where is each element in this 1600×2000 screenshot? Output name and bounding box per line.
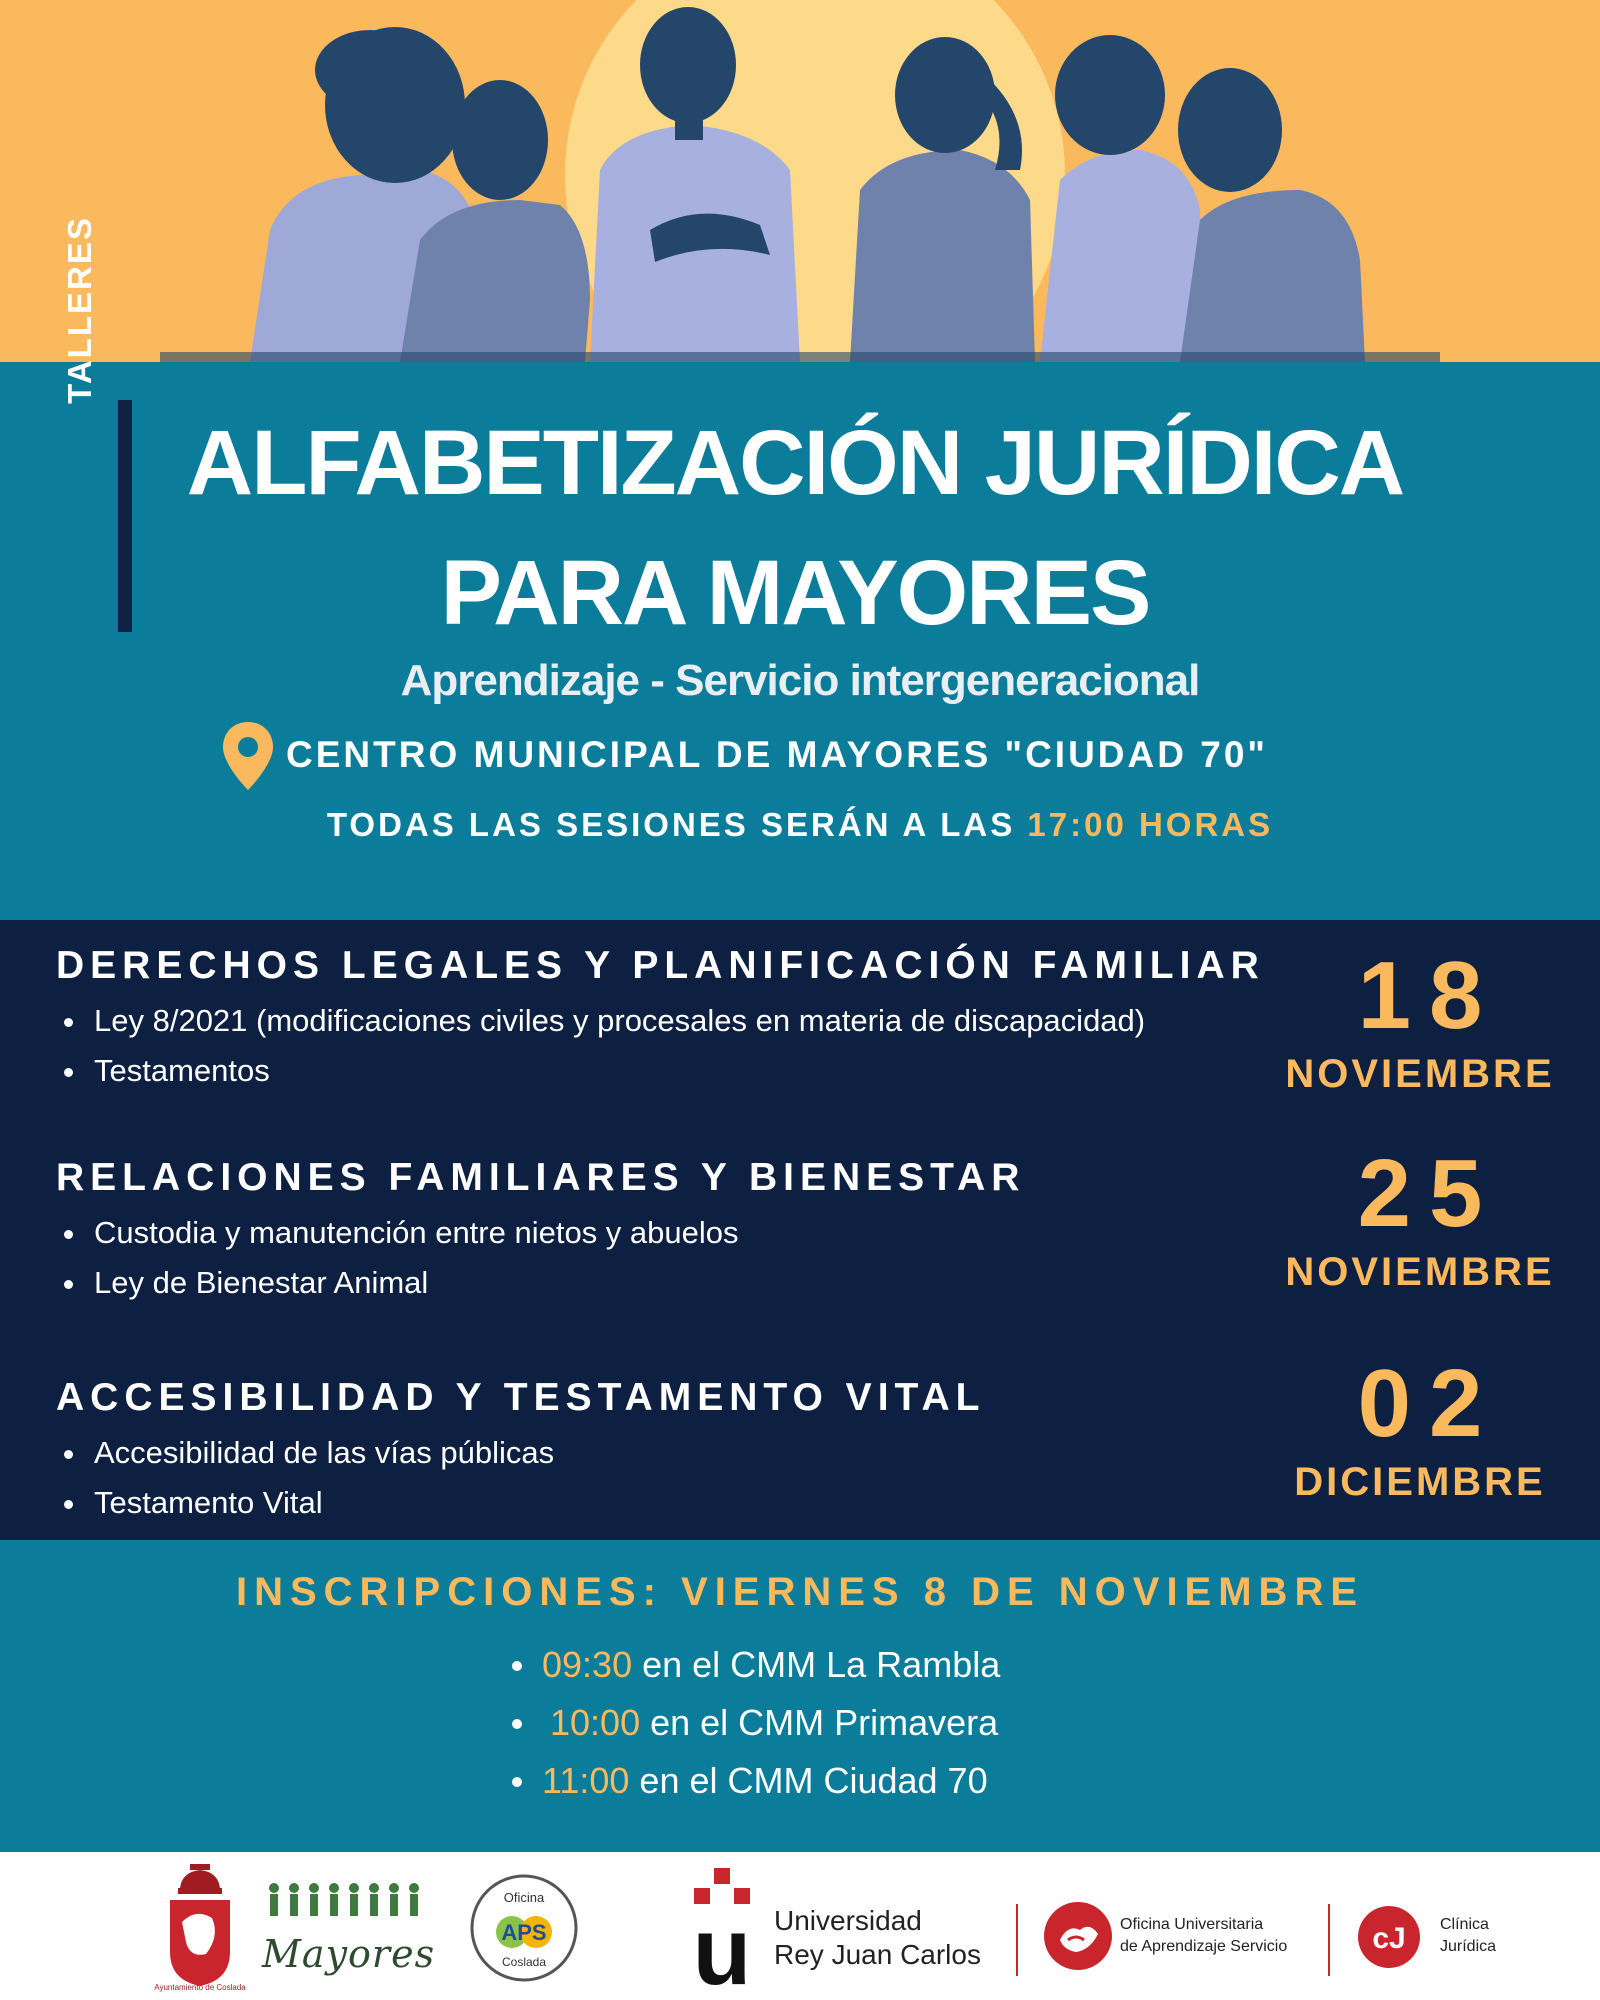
date-day: 18 xyxy=(1357,942,1501,1049)
workshop-topic: Ley 8/2021 (modificaciones civiles y procesales en materia de discapacidad) xyxy=(56,996,1556,1046)
person-4-body xyxy=(850,150,1035,362)
enrollment-slot xyxy=(508,1636,1000,1694)
svg-text:Ayuntamiento de Coslada: Ayuntamiento de Coslada xyxy=(154,1983,246,1992)
svg-text:cJ: cJ xyxy=(1372,1922,1406,1955)
urjc-crown-logo xyxy=(684,1866,760,2000)
workshop-topic: Custodia y manutención entre nietos y abuelos xyxy=(56,1208,1556,1258)
clinica-juridica-text xyxy=(1440,1914,1496,1958)
sessions-time-line xyxy=(0,806,1600,844)
hands-logo-icon xyxy=(1042,1900,1114,1972)
workshop-title: RELACIONES FAMILIARES Y BIENESTAR xyxy=(56,1156,1026,1199)
person-6-head xyxy=(1178,68,1282,192)
main-title xyxy=(140,398,1450,658)
sessions-time: 17:00 HORAS xyxy=(1027,806,1274,843)
date-month: DICIEMBRE xyxy=(1294,1460,1546,1504)
title-line-1: ALFABETIZACIÓN JURÍDICA xyxy=(186,412,1404,514)
clinica-line-2: Jurídica xyxy=(1440,1938,1497,1955)
oficina-line-2: de Aprendizaje Servicio xyxy=(1120,1938,1288,1955)
date-day: 02 xyxy=(1357,1350,1501,1457)
date-day: 25 xyxy=(1357,1140,1501,1247)
ayuntamiento-coslada-logo xyxy=(154,1862,246,1992)
workshop-topic: Testamento Vital xyxy=(56,1478,1556,1528)
svg-text:Coslada: Coslada xyxy=(501,1955,547,1969)
person-4-head xyxy=(895,37,995,153)
slot-place: en el CMM La Rambla xyxy=(632,1644,1001,1685)
urjc-name xyxy=(774,1904,981,1972)
slot-time: 09:30 xyxy=(542,1644,633,1685)
sessions-prefix: TODAS LAS SESIONES SERÁN A LAS xyxy=(326,806,1028,843)
date-month: NOVIEMBRE xyxy=(1285,1052,1555,1096)
mayores-people-icon xyxy=(262,1874,442,1934)
enrollment-section xyxy=(0,1540,1600,1852)
urjc-line-2: Rey Juan Carlos xyxy=(774,1939,981,1970)
workshop-title: DERECHOS LEGALES Y PLANIFICACIÓN FAMILIAR xyxy=(56,944,1265,987)
urjc-line-1: Universidad xyxy=(774,1905,922,1936)
location-pin-icon xyxy=(220,720,276,792)
enrollment-slots xyxy=(508,1636,1000,1810)
person-5-head xyxy=(1055,35,1165,155)
mayores-logo-text: Mayores xyxy=(262,1932,436,1976)
workshop-topic: Accesibilidad de las vías públicas xyxy=(56,1428,1556,1478)
enrollment-slot xyxy=(508,1752,1000,1810)
person-3-head xyxy=(640,7,736,123)
title-line-2: PARA MAYORES xyxy=(440,542,1150,644)
people-conversation-illustration xyxy=(0,0,1600,362)
clinica-line-1: Clínica xyxy=(1440,1916,1489,1933)
svg-text:APS: APS xyxy=(501,1920,547,1945)
person-6-body xyxy=(1180,190,1365,362)
workshop-title: ACCESIBILIDAD Y TESTAMENTO VITAL xyxy=(56,1376,986,1419)
slot-time: 11:00 xyxy=(542,1760,630,1801)
subtitle: Aprendizaje - Servicio intergeneracional xyxy=(400,656,1200,705)
workshop-1-date xyxy=(1250,942,1590,1098)
location-text: CENTRO MUNICIPAL DE MAYORES "CIUDAD 70" xyxy=(286,734,1268,775)
slot-place: en el CMM Primavera xyxy=(640,1702,999,1743)
slot-place: en el CMM Ciudad 70 xyxy=(629,1760,988,1801)
footer-divider xyxy=(1328,1904,1330,1976)
enrollment-slot xyxy=(508,1694,1000,1752)
workshop-topic: Ley de Bienestar Animal xyxy=(56,1258,1556,1308)
location-row xyxy=(220,720,1380,792)
person-2-head xyxy=(452,80,548,200)
workshop-2-date xyxy=(1250,1140,1590,1296)
date-month: NOVIEMBRE xyxy=(1285,1250,1555,1294)
workshop-topic: Testamentos xyxy=(56,1046,1556,1096)
svg-text:Oficina: Oficina xyxy=(503,1890,545,1905)
oficina-aps-text xyxy=(1120,1914,1287,1958)
enrollment-title: INSCRIPCIONES: VIERNES 8 DE NOVIEMBRE xyxy=(235,1570,1365,1614)
hero-illustration xyxy=(0,0,1600,362)
footer-logos xyxy=(0,1852,1600,2000)
talleres-label: TALLERES xyxy=(61,216,98,404)
slot-time: 10:00 xyxy=(550,1702,641,1743)
oficina-line-1: Oficina Universitaria xyxy=(1120,1916,1264,1933)
workshop-3-date xyxy=(1250,1350,1590,1506)
oficina-aps-coslada-logo xyxy=(468,1872,580,1984)
clinica-juridica-logo xyxy=(1356,1904,1422,1970)
workshops-section xyxy=(0,920,1600,1540)
footer-divider xyxy=(1016,1904,1018,1976)
talleres-divider-bar xyxy=(118,400,132,632)
svg-text:u: u xyxy=(692,1898,752,2000)
